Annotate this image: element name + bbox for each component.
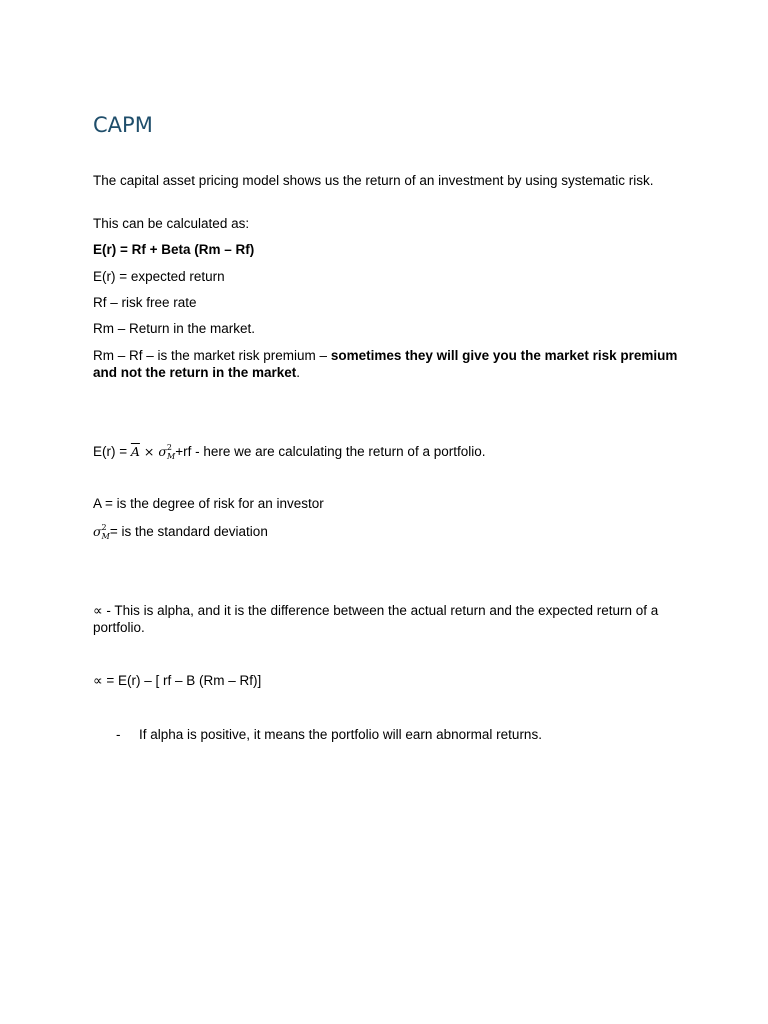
bullet-text: If alpha is positive, it means the portfolio will earn abnormal returns. <box>139 727 542 742</box>
intro-paragraph: The capital asset pricing model shows us the return of an investment by using systematic risk. <box>93 173 654 188</box>
bullet-dash: - <box>116 727 121 742</box>
sigma-glyph: σ <box>158 444 167 459</box>
market-risk-premium <box>93 347 683 381</box>
sigma-superscript: 2 <box>166 443 172 452</box>
sigma-definition <box>93 523 683 542</box>
calc-intro: This can be calculated as: <box>93 216 250 231</box>
sigma-def-text: = is the standard deviation <box>109 524 268 539</box>
document-page <box>93 0 683 1024</box>
sigma-glyph: σ <box>93 524 102 539</box>
sigma-subscript: M <box>166 452 176 461</box>
portfolio-tail: +rf - here we are calculating the return of a portfolio. <box>175 444 486 459</box>
alpha-definition: ∝ - This is alpha, and it is the difference between the actual return and the expected return of a portfolio. <box>93 603 659 635</box>
definition-rf: Rf – risk free rate <box>93 295 197 310</box>
a-definition: A = is the degree of risk for an investor <box>93 496 324 511</box>
premium-bold: sometimes they will give you the market risk premium and not the return in the market <box>93 348 678 380</box>
premium-end: . <box>296 365 301 380</box>
alpha-formula: ∝ = E(r) – [ rf – B (Rm – Rf)] <box>93 673 262 688</box>
sigma-subscript: M <box>101 532 110 541</box>
definition-rm: Rm – Return in the market. <box>93 321 256 336</box>
sigma-squared-symbol <box>158 443 175 462</box>
definition-er: E(r) = expected return <box>93 269 225 284</box>
page-title: CAPM <box>93 113 153 137</box>
sigma-superscript: 2 <box>101 523 107 532</box>
times-symbol: × <box>139 444 159 459</box>
premium-lead: Rm – Rf – is the market risk premium – <box>93 348 331 363</box>
portfolio-lead: E(r) = <box>93 444 131 459</box>
a-bar-symbol: $\overline{A}$ <box>130 444 140 459</box>
portfolio-return-formula <box>93 443 683 462</box>
capm-formula: E(r) = Rf + Beta (Rm – Rf) <box>93 242 255 257</box>
sigma-squared-symbol <box>93 523 110 542</box>
